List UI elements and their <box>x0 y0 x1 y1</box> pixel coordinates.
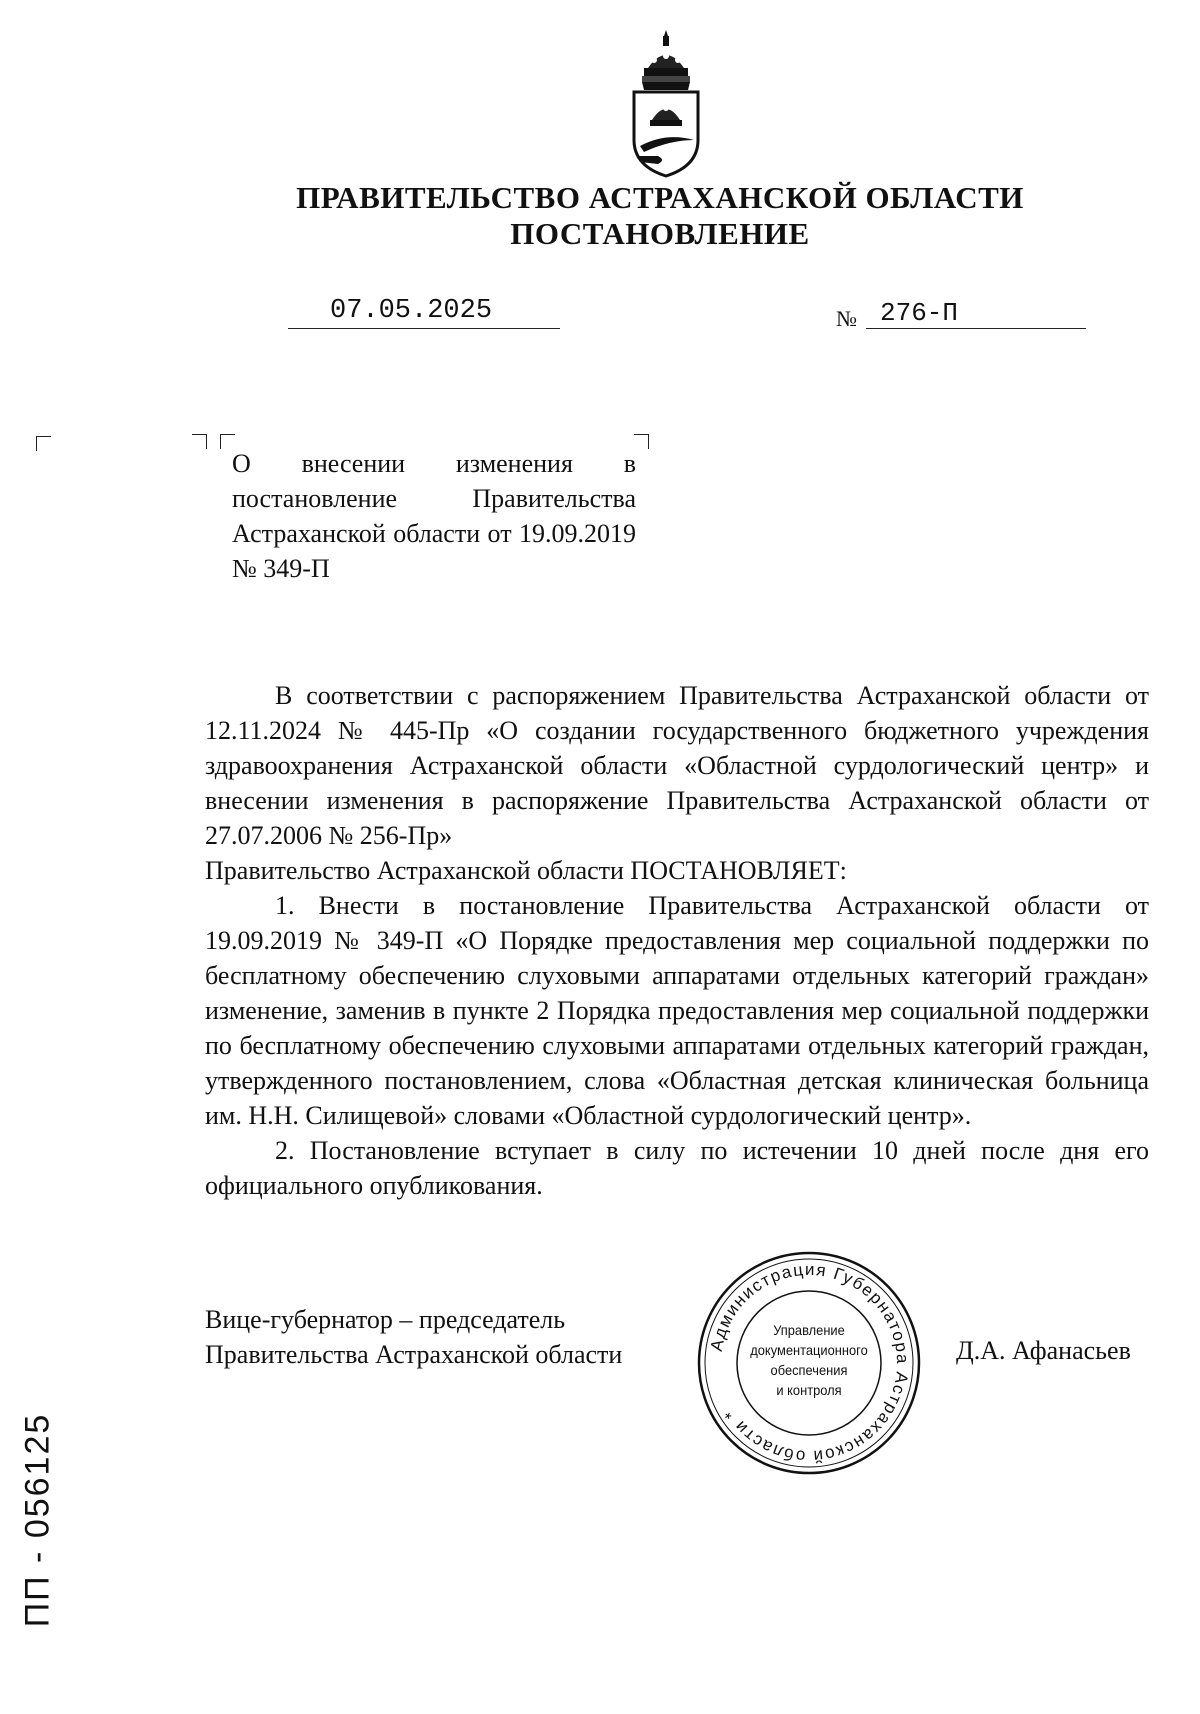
document-body <box>205 678 1149 1203</box>
signatory-title-line: Вице-губернатор – председатель <box>205 1305 566 1334</box>
stamp-center-line: и контроля <box>776 1382 842 1398</box>
coat-of-arms-icon <box>618 28 714 178</box>
stamp-ring-text: Администрация Губернатора Астраханской области * <box>706 1259 913 1467</box>
corner-mark <box>634 434 649 449</box>
stamp-center-line: документационного <box>750 1342 868 1358</box>
document-subject: О внесении изменения в постановление Правительства Астраханской области от 19.09.2019 № 349-П <box>232 449 636 583</box>
body-paragraph: 1. Внести в постановление Правительства Астраханской области от 19.09.2019 № 349-П «О Порядке предоставления мер социальной поддержки по бесплатному обеспечению слуховыми аппаратами отдельных категорий граждан» изменение, заменив в пункте 2 Порядка предоставления мер социальной поддержки по бесплатному обеспечению слуховыми аппаратами отдельных категорий граждан, утвержденного постановлением, слова «Областная детская клиническая больница им. Н.Н. Силищевой» словами «Областной сурдологический центр». <box>205 891 1149 1130</box>
signatory-title-line: Правительства Астраханской области <box>205 1340 623 1369</box>
corner-mark <box>192 434 207 449</box>
stamp-center-line: Управление <box>773 1322 845 1338</box>
official-stamp <box>694 1248 924 1478</box>
document-number: 276-П <box>880 298 959 328</box>
government-title: ПРАВИТЕЛЬСТВО АСТРАХАНСКОЙ ОБЛАСТИ <box>296 180 1024 215</box>
serial-number: ПП - 056125 <box>18 1412 57 1628</box>
signatory-name: Д.А. Афанасьев <box>956 1336 1131 1365</box>
stamp-center-line: обеспечения <box>770 1362 848 1378</box>
body-paragraph: В соответствии с распоряжением Правительства Астраханской области от 12.11.2024 № 445-Пр «О создании государственного бюджетного учреждения здравоохранения Астраханской области «Областной сурдологический центр» и внесении изменения в распоряжение Правительства Астраханской области от 27.07.2006 № 256-Пр» <box>205 681 1149 850</box>
body-paragraph: 2. Постановление вступает в силу по истечении 10 дней после дня его официального опубликования. <box>205 1136 1149 1200</box>
body-paragraph: Правительство Астраханской области ПОСТАНОВЛЯЕТ: <box>205 856 847 885</box>
corner-mark <box>36 436 51 451</box>
signatory-title <box>205 1302 622 1372</box>
document-type-title: ПОСТАНОВЛЕНИЕ <box>510 216 810 251</box>
serial-number-box <box>18 1380 58 1660</box>
number-sign: № <box>836 306 857 331</box>
document-date: 07.05.2025 <box>330 296 493 326</box>
